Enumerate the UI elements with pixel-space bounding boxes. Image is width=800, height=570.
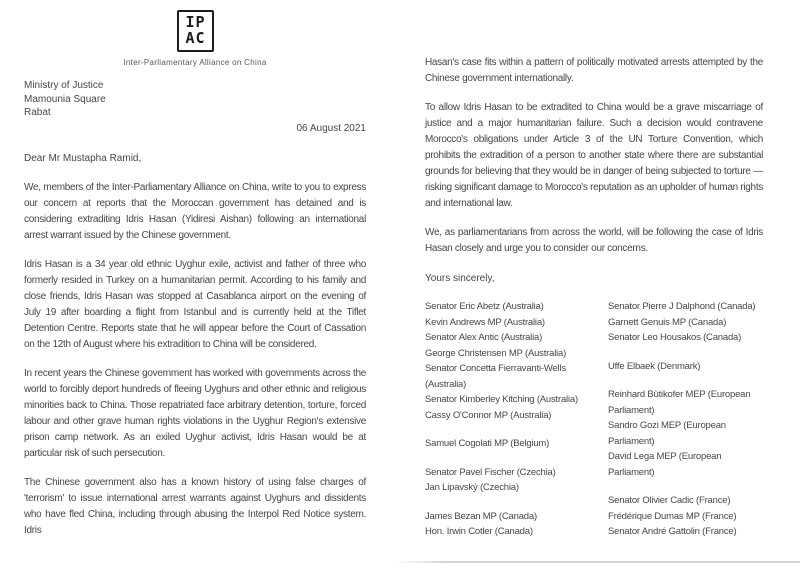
- letter-date: 06 August 2021: [296, 122, 366, 134]
- body-paragraph: The Chinese government also has a known history of using false charges of 'terrorism' to issue international arrest warrants against Uyghurs and dissidents who have fled China, including through abusing the Interpol Red Notice system. Idris: [24, 476, 366, 536]
- signatory-group: [425, 299, 605, 423]
- signatory-entry: Hon. Irwin Cotler (Canada): [425, 526, 533, 537]
- next-page-edge-line: [394, 561, 800, 563]
- address-line: Rabat: [24, 107, 51, 118]
- signatory-entry: Senator Alex Antic (Australia): [425, 332, 543, 343]
- signatory-column-left: [425, 299, 605, 540]
- signatory-group: [608, 359, 763, 375]
- recipient-address: [24, 79, 366, 120]
- signatory-entry: James Bezan MP (Canada): [425, 510, 537, 522]
- signatory-columns: [425, 299, 763, 540]
- signatory-entry: Kevin Andrews MP (Australia): [425, 316, 545, 328]
- letter-page-1: [24, 10, 366, 539]
- body-paragraph: To allow Idris Hasan to be extradited to China would be a grave miscarriage of justice and a major humanitarian failure. Such a decision would contravene Morocco's obligations under Article 3 of the UN Torture Convention, which prohibits the extradition of a person to another state where there are substantial grounds for believing that they would be in danger of being subjected to torture — risking significant damage to Morocco's reputation as an upholder of human rights and international law.: [425, 102, 763, 209]
- ipac-logo: [177, 10, 214, 52]
- address-line: Ministry of Justice: [24, 80, 104, 91]
- signatory-entry: David Lega MEP (European Parliament): [608, 451, 722, 478]
- body-paragraph: We, members of the Inter-Parliamentary Alliance on China, write to you to express our concern at reports that the Moroccan government has detained and is considering extraditing Idris Hasan (Yidiresi Aishan) following an international arrest warrant issued by the Chinese government.: [24, 181, 366, 241]
- signatory-entry: Sandro Gozi MEP (European Parliament): [608, 420, 726, 447]
- letterhead: [24, 10, 366, 67]
- signatory-entry: Senator Olivier Cadic (France): [608, 495, 731, 506]
- signatory-entry: Senator Pavel Fischer (Czechia): [425, 466, 556, 478]
- organization-name: Inter-Parliamentary Alliance on China: [123, 58, 267, 67]
- signatory-entry: Senator André Gattolin (France): [608, 526, 737, 537]
- body-paragraph: Idris Hasan is a 34 year old ethnic Uyghur exile, activist and father of three who formerly resided in Turkey on a humanitarian permit. According to his family and close friends, Idris Hasan was stopped at Casablanca airport on the evening of July 19 after boarding a flight from Istanbul and is currently held at the Tiflet Detention Centre. Reports state that he will appear before the Court of Cassation on the 12th of August where his extradition to China will be considered.: [24, 258, 366, 350]
- signatory-column-right: [608, 299, 763, 540]
- signatory-entry: Garnett Genuis MP (Canada): [608, 316, 727, 328]
- signatory-entry: Senator Kimberley Kitching (Australia): [425, 394, 578, 405]
- signatory-entry: George Christensen MP (Australia): [425, 347, 567, 359]
- signatory-entry: Jan Lipavský (Czechia): [425, 482, 519, 493]
- body-paragraph: Hasan's case fits within a pattern of politically motivated arrests attempted by the Chinese government internationally.: [425, 57, 763, 84]
- body-page-1: [24, 180, 366, 539]
- signatory-entry: Senator Leo Housakos (Canada): [608, 332, 742, 343]
- signatory-entry: Reinhard Bütikofer MEP (European Parliament): [608, 389, 751, 416]
- signatory-group: [608, 299, 763, 346]
- letter-page-2: [425, 55, 763, 540]
- signatory-entry: Frédérique Dumas MP (France): [608, 510, 737, 522]
- signatory-entry: Senator Eric Abetz (Australia): [425, 301, 544, 312]
- signatory-group: [608, 493, 763, 540]
- body-paragraph: We, as parliamentarians from across the world, will be following the case of Idris Hasan closely and urge you to consider our concerns.: [425, 227, 763, 254]
- closing-line: Yours sincerely,: [425, 273, 495, 284]
- body-page-2: [425, 55, 763, 257]
- ipac-logo-top-text: IP: [185, 13, 206, 31]
- signatory-entry: Senator Concetta Fierravanti-Wells (Australia): [425, 363, 566, 390]
- signatory-entry: Samuel Cogolati MP (Belgium): [425, 438, 550, 449]
- signatory-group: [425, 436, 605, 452]
- ipac-logo-bottom-text: AC: [185, 29, 206, 47]
- address-line: Mamounia Square: [24, 93, 106, 105]
- signatory-group: [608, 387, 763, 480]
- signatory-entry: Uffe Elbaek (Denmark): [608, 360, 701, 372]
- signatory-group: [425, 509, 605, 540]
- body-paragraph: In recent years the Chinese government has worked with governments across the world to forcibly deport hundreds of fleeing Uyghurs and other ethnic and religious minorities back to China. Those repatriated face arbitrary detention, torture, forced labour and other grave human rights violations in the Uyghur Region's extensive prison camp network. As an exiled Uyghur activist, Idris Hasan would be at particular risk of such persecution.: [24, 367, 366, 459]
- signatory-entry: Senator Pierre J Dalphond (Canada): [608, 301, 756, 312]
- salutation: Dear Mr Mustapha Ramid,: [24, 152, 142, 164]
- signatory-group: [425, 465, 605, 496]
- signatory-entry: Cassy O'Connor MP (Australia): [425, 409, 552, 421]
